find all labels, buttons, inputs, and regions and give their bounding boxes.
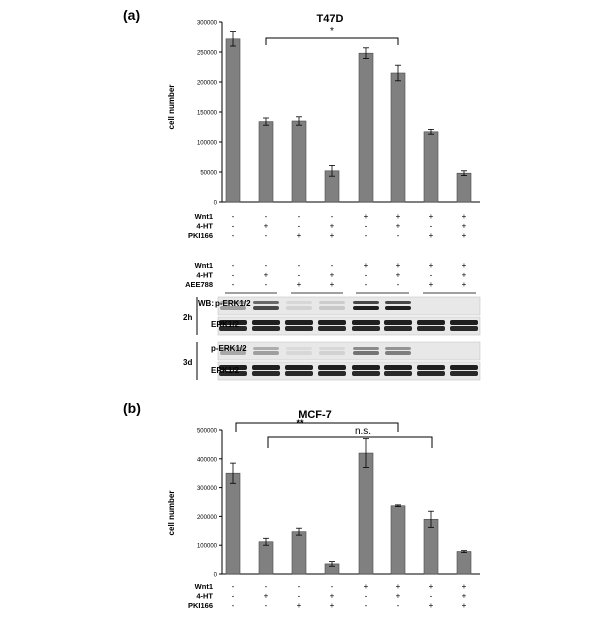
chart-b-treatment-sign: + xyxy=(363,582,369,591)
western-blots xyxy=(218,297,480,380)
chart-b-ytick-label: 500000 xyxy=(196,428,217,435)
blot-2h-erk-band-upper xyxy=(318,320,346,325)
chart-b-treatment-sign: - xyxy=(297,582,301,591)
chart-b-treatment-sign: + xyxy=(428,582,434,591)
chart-a-treatment-sign: + xyxy=(461,212,467,221)
chart-a-treatment-sign: + xyxy=(329,231,335,240)
chart-b-sig-bracket-1 xyxy=(236,423,398,432)
chart-b-treatment-row-label: Wnt1 xyxy=(194,582,213,591)
blot-treatment-sign: + xyxy=(329,280,335,289)
chart-a-ytick-label: 100000 xyxy=(196,140,217,147)
chart-b-treatment-sign: + xyxy=(296,601,302,610)
blot-3d-erk-band-lower xyxy=(318,371,346,376)
chart-b-bar xyxy=(457,552,471,574)
blot-treatment-sign: - xyxy=(330,261,334,270)
chart-a-bar xyxy=(292,121,306,202)
chart-a-treatment-sign: - xyxy=(330,212,334,221)
chart-a-treatment-sign: - xyxy=(231,231,235,240)
chart-b-treatment-sign: + xyxy=(395,582,401,591)
blot-3d-perk-band-lower xyxy=(319,351,345,355)
chart-b-treatment-sign: - xyxy=(364,591,368,601)
blot-treatment-sign: - xyxy=(264,261,268,270)
blot-2h-label: 2h xyxy=(183,313,193,322)
blot-2h-perk-band-upper xyxy=(253,301,279,304)
blot-2h-perk-band-lower xyxy=(253,306,279,310)
chart-a-treatment-row-label: PKI166 xyxy=(187,231,213,240)
chart-a-sig-label: * xyxy=(330,26,334,37)
chart-a-bar xyxy=(226,39,240,202)
blot-2h-perk-band-upper xyxy=(353,301,379,304)
chart-b-treatment-sign: - xyxy=(396,601,400,610)
chart-b-treatment-sign: + xyxy=(395,591,401,601)
chart-a-treatment-sign: + xyxy=(461,231,467,240)
chart-b-ytick-label: 100000 xyxy=(196,543,217,550)
blot-3d-perk-band-upper xyxy=(353,347,379,350)
blot-treatment-sign: + xyxy=(363,261,369,270)
blot-3d-perk-band-upper xyxy=(253,347,279,350)
chart-b-ytick-label: 0 xyxy=(213,572,217,579)
blot-treatment-sign: - xyxy=(364,270,368,280)
chart-a-ytick-label: 0 xyxy=(213,200,217,207)
blot-3d-erk-band-lower xyxy=(252,371,280,376)
blot-wb-label: WB: xyxy=(198,299,214,308)
chart-b-treatment-sign: - xyxy=(429,591,433,601)
blot-treatment-row-label: AEE788 xyxy=(185,280,213,289)
blot-2h-erk-band-lower xyxy=(352,326,380,331)
blot-2h-erk-band-lower xyxy=(252,326,280,331)
blot-2h-erk-band-lower xyxy=(450,326,478,331)
blot-2h-perk-band-upper xyxy=(385,301,411,304)
blot-3d-erk-band-upper xyxy=(252,365,280,370)
chart-b-bar xyxy=(359,453,373,574)
blot-2h-erk-band-upper xyxy=(417,320,445,325)
chart-b-treatment-sign: + xyxy=(329,591,335,601)
blot-treatment-sign: - xyxy=(231,261,235,270)
blot-2h-erk-band-upper xyxy=(285,320,313,325)
chart-a-treatments xyxy=(188,212,467,240)
chart-a-ylabel: cell number xyxy=(167,84,176,130)
chart-b-treatment-sign: + xyxy=(428,601,434,610)
chart-a-bar xyxy=(391,73,405,202)
chart-a-bar xyxy=(259,122,273,202)
chart-a-ytick-label: 300000 xyxy=(196,20,217,27)
chart-b-treatment-sign: - xyxy=(231,601,235,610)
chart-b-treatment-sign: - xyxy=(264,582,268,591)
chart-a-bar xyxy=(457,173,471,202)
blot-3d-erk-band-upper xyxy=(417,365,445,370)
blot-treatment-sign: - xyxy=(364,280,368,289)
blot-2h-erk-band-lower xyxy=(417,326,445,331)
chart-b-treatment-sign: - xyxy=(231,591,235,601)
blot-2h-perk-label: p-ERK1/2 xyxy=(215,299,251,308)
chart-a xyxy=(197,21,480,207)
blot-3d-erk-band-upper xyxy=(285,365,313,370)
chart-a-treatment-sign: + xyxy=(461,221,467,231)
panel-a-label: (a) xyxy=(123,7,141,23)
blot-3d-perk-band-upper xyxy=(319,347,345,350)
blot-2h-perk-band-lower xyxy=(385,306,411,310)
blot-2h-perk-band-lower xyxy=(353,306,379,310)
panel-a-title: T47D xyxy=(316,13,344,25)
chart-a-ytick-label: 250000 xyxy=(196,50,217,57)
blot-2h-erk-band-lower xyxy=(285,326,313,331)
chart-b-treatments xyxy=(188,582,467,610)
blot-treatment-sign: - xyxy=(264,280,268,289)
blot-treatment-sign: + xyxy=(329,270,335,280)
chart-b xyxy=(197,429,480,579)
blot-3d-perk-band-lower xyxy=(286,351,312,355)
blot-2h-erk-band-lower xyxy=(384,326,412,331)
chart-a-treatment-row-label: 4-HT xyxy=(196,221,213,231)
blot-treatment-sign: + xyxy=(296,280,302,289)
chart-b-treatment-row-label: 4-HT xyxy=(196,591,213,601)
chart-b-ytick-label: 200000 xyxy=(196,514,217,521)
chart-a-treatment-sign: - xyxy=(297,212,301,221)
chart-a-ytick-label: 200000 xyxy=(196,80,217,87)
blot-treatment-row-label: 4-HT xyxy=(196,270,213,280)
chart-a-ytick-label: 50000 xyxy=(200,170,217,177)
chart-b-treatment-sign: - xyxy=(297,591,301,601)
chart-b-treatment-sign: - xyxy=(264,601,268,610)
chart-b-bar xyxy=(259,542,273,574)
blot-3d-erk-band-lower xyxy=(450,371,478,376)
blot-treatments xyxy=(185,261,476,293)
blot-2h-erk-band-upper xyxy=(450,320,478,325)
chart-b-treatment-sign: + xyxy=(329,601,335,610)
chart-b-treatment-sign: + xyxy=(461,601,467,610)
blot-3d-erk-band-upper xyxy=(318,365,346,370)
chart-a-treatment-sign: - xyxy=(231,221,235,231)
blot-3d-erk-band-lower xyxy=(285,371,313,376)
blot-3d-erk-band-upper xyxy=(352,365,380,370)
blot-treatment-sign: + xyxy=(461,261,467,270)
chart-a-treatment-sign: + xyxy=(428,231,434,240)
chart-b-treatment-sign: - xyxy=(330,582,334,591)
blot-3d-perk-band-upper xyxy=(385,347,411,350)
blot-3d-erk-band-upper xyxy=(450,365,478,370)
blot-3d-perk-band-upper xyxy=(286,347,312,350)
blot-treatment-sign: + xyxy=(428,280,434,289)
blot-2h-erk-label: ERK1/2 xyxy=(211,320,240,329)
blot-3d-perk-label: p-ERK1/2 xyxy=(211,344,247,353)
blot-2h-erk-band-upper xyxy=(352,320,380,325)
blot-treatment-sign: + xyxy=(263,270,269,280)
blot-3d-erk-band-lower xyxy=(352,371,380,376)
chart-a-treatment-sign: + xyxy=(296,231,302,240)
chart-a-treatment-row-label: Wnt1 xyxy=(194,212,213,221)
panel-b-title: MCF-7 xyxy=(298,409,332,421)
blot-2h-erk-band-upper xyxy=(252,320,280,325)
blot-2h-perk-band-upper xyxy=(286,301,312,304)
chart-b-treatment-row-label: PKI166 xyxy=(187,601,213,610)
chart-b-sig-label-1: ** xyxy=(296,418,304,428)
panel-b-label: (b) xyxy=(123,400,141,416)
blot-3d-perk-band-lower xyxy=(353,351,379,355)
blot-treatment-sign: - xyxy=(396,280,400,289)
blot-treatment-sign: + xyxy=(395,261,401,270)
chart-a-treatment-sign: + xyxy=(329,221,335,231)
chart-a-treatment-sign: - xyxy=(264,212,268,221)
chart-b-treatment-sign: + xyxy=(461,582,467,591)
chart-b-treatment-sign: - xyxy=(364,601,368,610)
chart-b-sig-label-2: n.s. xyxy=(354,426,372,437)
blot-2h-perk-band-upper xyxy=(319,301,345,304)
chart-a-treatment-sign: - xyxy=(231,212,235,221)
blot-treatment-row-label: Wnt1 xyxy=(194,261,213,270)
blot-2h-erk-band-lower xyxy=(318,326,346,331)
chart-b-treatment-sign: + xyxy=(461,591,467,601)
blot-3d-erk-band-upper xyxy=(384,365,412,370)
blot-3d-erk-label: ERK1/2 xyxy=(211,366,240,375)
chart-a-treatment-sign: + xyxy=(395,212,401,221)
chart-a-treatment-sign: + xyxy=(263,221,269,231)
chart-a-treatment-sign: - xyxy=(396,231,400,240)
chart-a-treatment-sign: - xyxy=(364,221,368,231)
blot-2h-erk-band-upper xyxy=(384,320,412,325)
blot-treatment-sign: + xyxy=(461,270,467,280)
chart-a-treatment-sign: + xyxy=(395,221,401,231)
blot-treatment-sign: - xyxy=(297,270,301,280)
blot-3d-erk-band-lower xyxy=(417,371,445,376)
blot-2h-perk-band-lower xyxy=(286,306,312,310)
chart-b-ylabel: cell number xyxy=(167,490,176,536)
chart-a-treatment-sign: - xyxy=(429,221,433,231)
blot-3d-perk-band-lower xyxy=(253,351,279,355)
chart-a-treatment-sign: + xyxy=(363,212,369,221)
chart-a-bar xyxy=(359,53,373,202)
chart-b-ytick-label: 400000 xyxy=(196,457,217,464)
blot-treatment-sign: - xyxy=(297,261,301,270)
chart-a-bar xyxy=(424,132,438,202)
chart-a-treatment-sign: - xyxy=(364,231,368,240)
chart-b-treatment-sign: - xyxy=(231,582,235,591)
blot-treatment-sign: + xyxy=(428,261,434,270)
chart-b-bar xyxy=(226,473,240,574)
chart-a-ytick-label: 150000 xyxy=(196,110,217,117)
chart-b-sig-bracket-2 xyxy=(268,437,432,448)
chart-b-treatment-sign: + xyxy=(263,591,269,601)
chart-b-ytick-label: 300000 xyxy=(196,486,217,493)
chart-a-treatment-sign: - xyxy=(264,231,268,240)
blot-treatment-sign: - xyxy=(231,280,235,289)
blot-treatment-sign: - xyxy=(231,270,235,280)
blot-treatment-sign: - xyxy=(429,270,433,280)
chart-a-treatment-sign: + xyxy=(428,212,434,221)
blot-3d-erk-band-lower xyxy=(384,371,412,376)
chart-b-bar xyxy=(391,506,405,574)
blot-treatment-sign: + xyxy=(395,270,401,280)
blot-treatment-sign: + xyxy=(461,280,467,289)
blot-2h-perk-band-lower xyxy=(319,306,345,310)
blot-3d-label: 3d xyxy=(183,358,193,367)
chart-b-bar xyxy=(292,532,306,574)
chart-a-sig-bracket xyxy=(266,38,398,45)
blot-3d-perk-band-lower xyxy=(385,351,411,355)
chart-a-treatment-sign: - xyxy=(297,221,301,231)
